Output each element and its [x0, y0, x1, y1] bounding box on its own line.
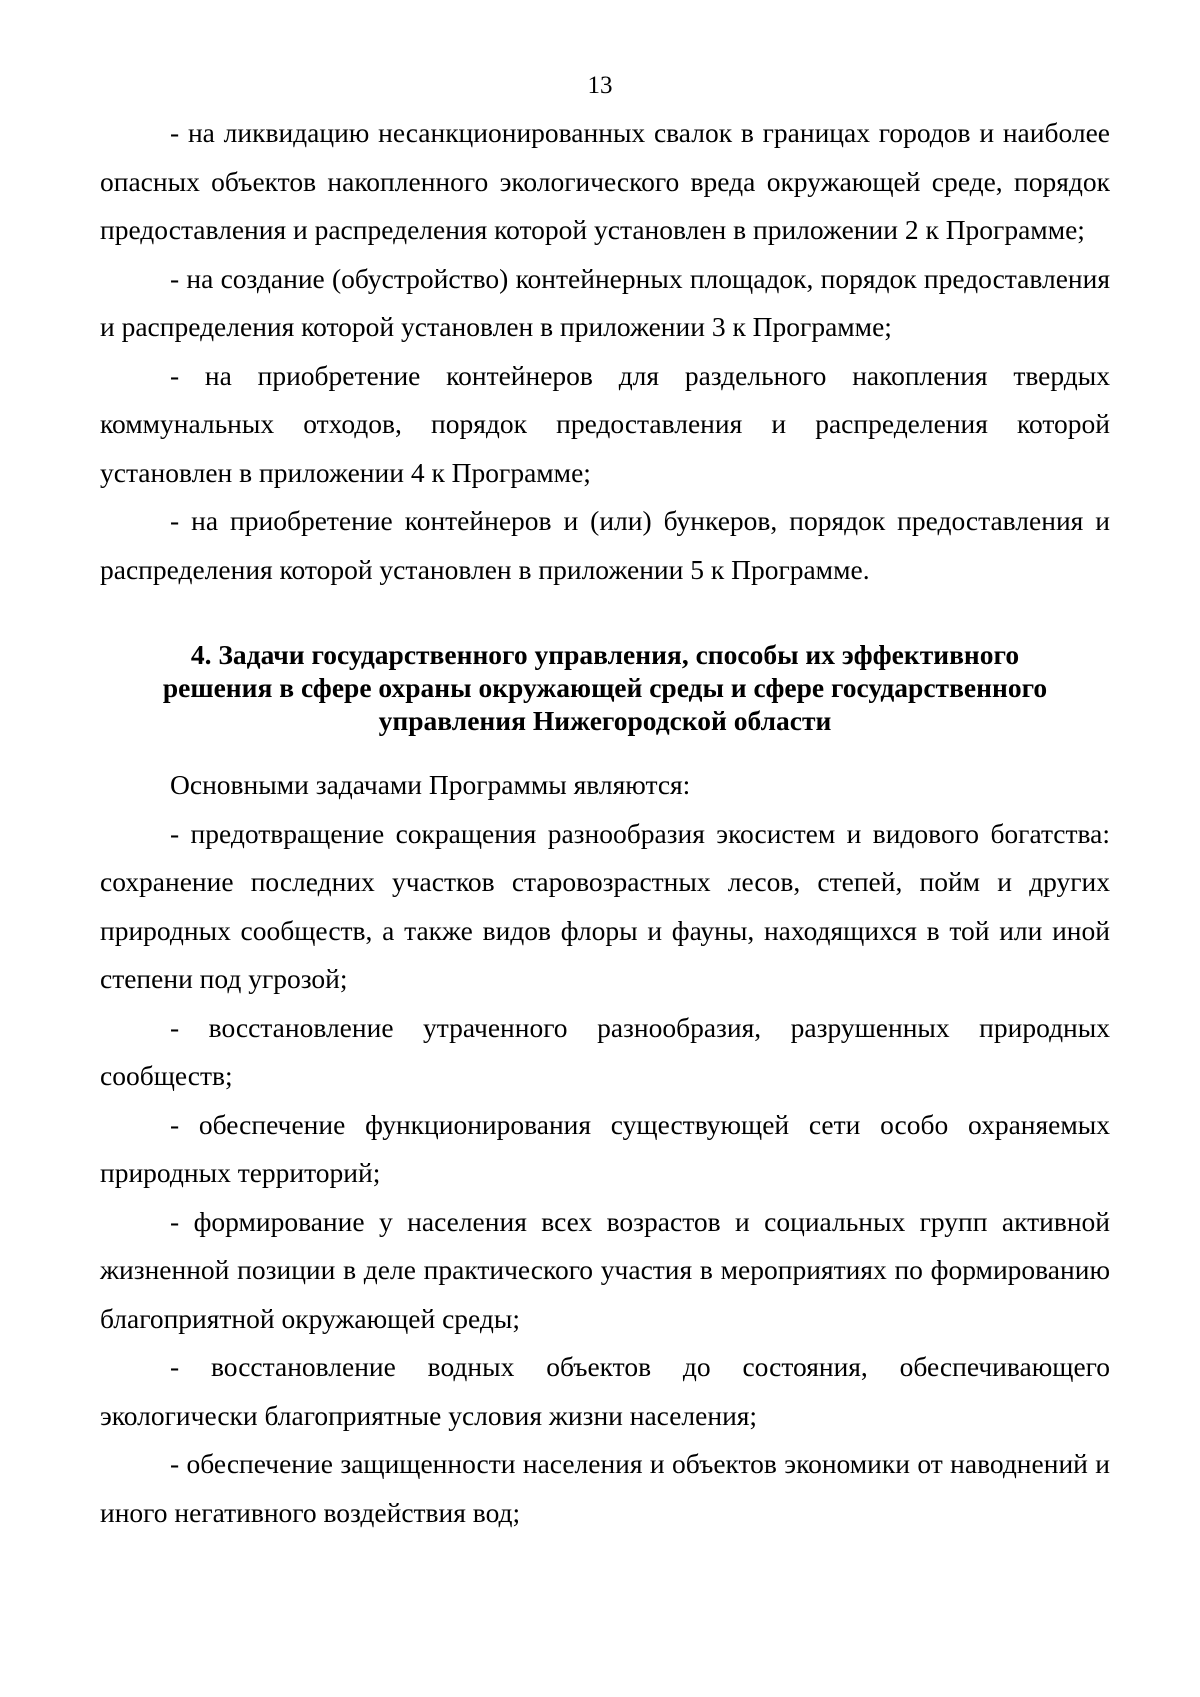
- section-heading-line: решения в сфере охраны окружающей среды и сфере государственного: [162, 672, 1048, 703]
- section-heading: [100, 638, 1110, 737]
- paragraph-task-biodiversity: - предотвращение сокращения разнообразия экосистем и видового богатства: сохранение последних участков старовозрастных лесов, степей, пойм и других природных сообществ, а также видов флоры и фауны, находящихся в той или иной степени под угрозой;: [100, 817, 1110, 994]
- paragraph-funding-container-sites: - на создание (обустройство) контейнерных площадок, порядок предоставления и распределения которой установлен в приложении 3 к Программе;: [100, 262, 1110, 342]
- paragraph-task-public-engagement: - формирование у населения всех возрастов и социальных групп активной жизненной позиции в деле практического участия в мероприятиях по формированию благоприятной окружающей среды;: [100, 1205, 1110, 1334]
- paragraph-funding-dumps: - на ликвидацию несанкционированных свалок в границах городов и наиболее опасных объектов накопленного экологического вреда окружающей среде, порядок предоставления и распределения которой установлен в приложении 2 к Программе;: [100, 117, 1110, 245]
- paragraph-tasks-intro: Основными задачами Программы являются:: [170, 769, 691, 800]
- paragraph-funding-bunkers: - на приобретение контейнеров и (или) бункеров, порядок предоставления и распределения которой установлен в приложении 5 к Программе.: [100, 505, 1110, 585]
- paragraph-funding-separate-containers: - на приобретение контейнеров для раздельного накопления твердых коммунальных отходов, порядок предоставления и распределения которой установлен в приложении 4 к Программе;: [100, 359, 1110, 488]
- paragraph-task-water-bodies: - восстановление водных объектов до состояния, обеспечивающего экологически благоприятные условия жизни населения;: [100, 1351, 1110, 1431]
- paragraph-task-restoration: - восстановление утраченного разнообразия, разрушенных природных сообществ;: [100, 1011, 1110, 1091]
- paragraph-task-flood-protection: - обеспечение защищенности населения и объектов экономики от наводнений и иного негативного воздействия вод;: [100, 1448, 1110, 1528]
- section-heading-line: управления Нижегородской области: [378, 705, 832, 736]
- document-body: [100, 109, 1110, 1537]
- section-heading-line: 4. Задачи государственного управления, способы их эффективного: [190, 639, 1020, 670]
- paragraph-task-protected-areas: - обеспечение функционирования существующей сети особо охраняемых природных территорий;: [100, 1108, 1110, 1188]
- page-number: 13: [587, 72, 613, 99]
